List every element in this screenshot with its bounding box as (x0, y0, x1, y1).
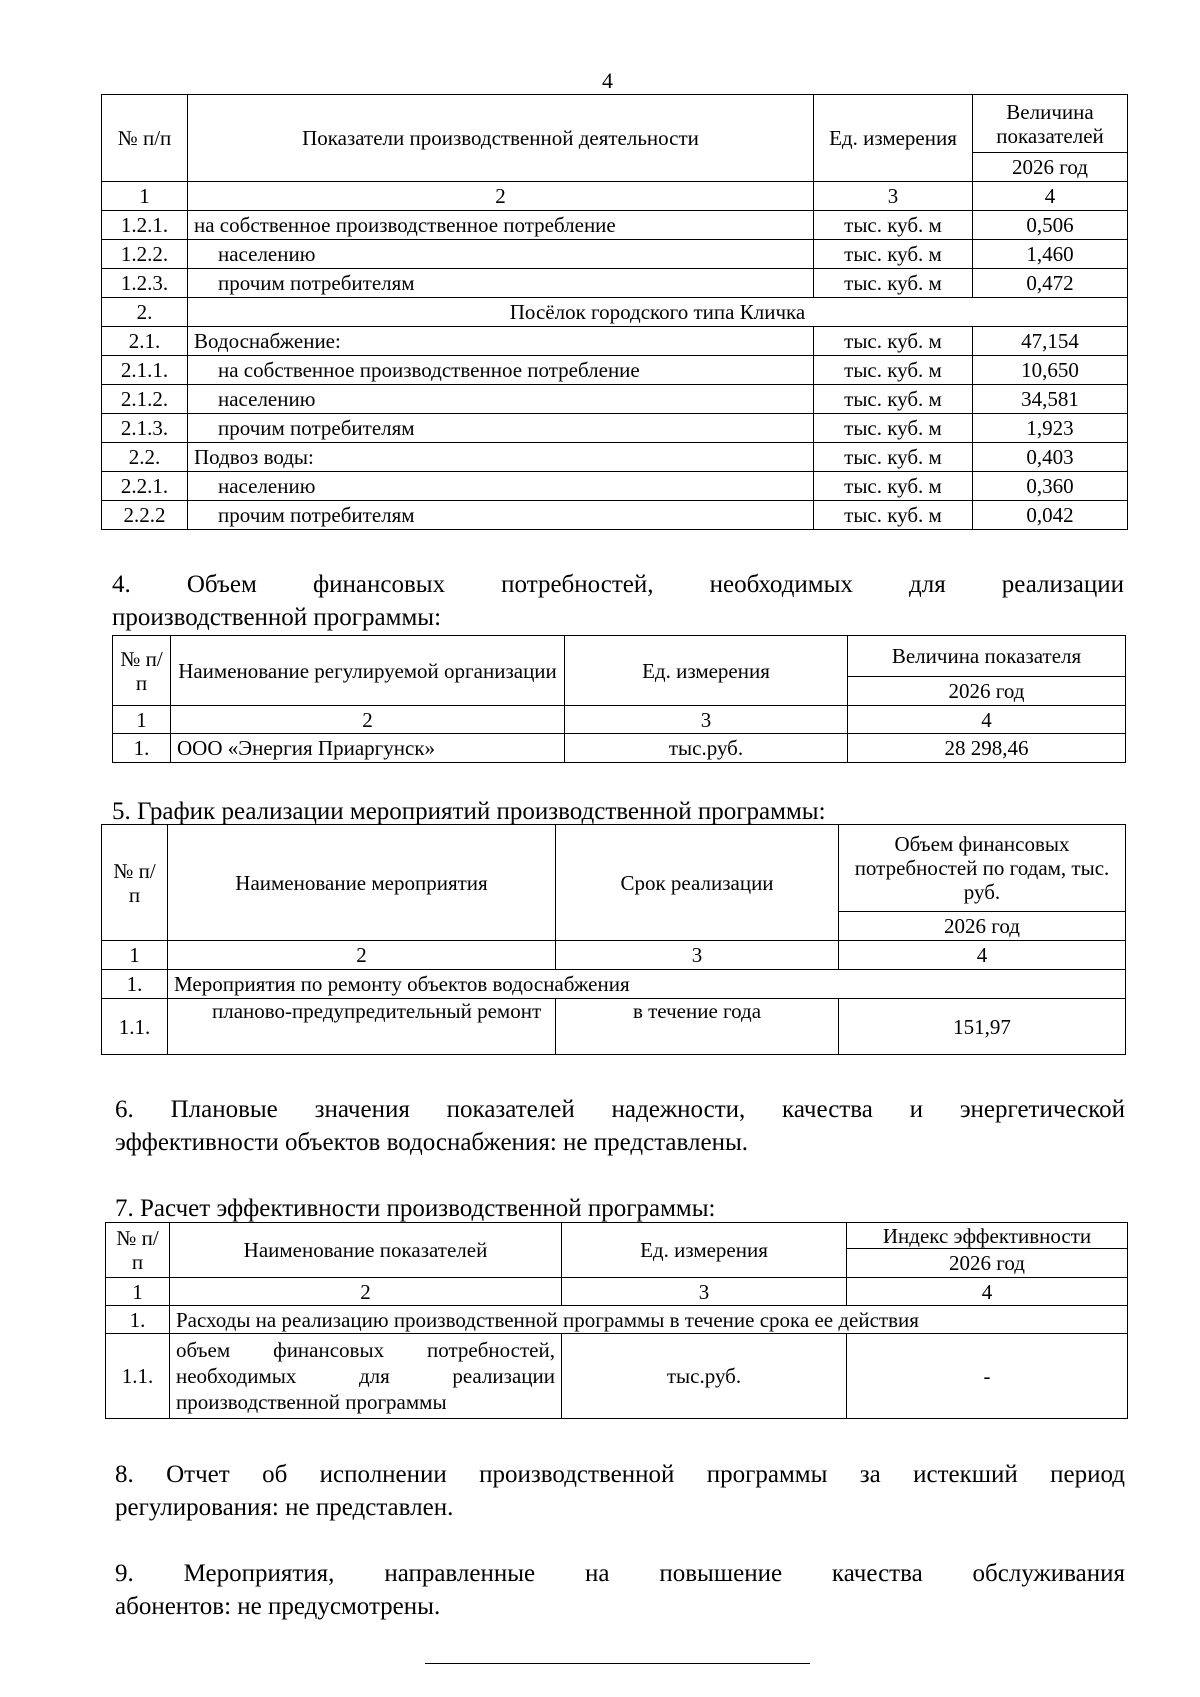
row-value: 1,460 (973, 240, 1128, 269)
row-num: 2.1.3. (102, 414, 188, 443)
header-num: № п/п (102, 825, 168, 941)
section-6-line-1: 6. Плановые значения показателей надежности, качества и энергетической (115, 1096, 1125, 1123)
table-row (102, 443, 1128, 472)
table-row (102, 240, 1128, 269)
row-unit: тыс. куб. м (814, 327, 973, 356)
row-num: 1. (106, 1306, 170, 1334)
row-num: 1. (113, 734, 171, 763)
section-7-heading: 7. Расчет эффективности производственной программы: (115, 1195, 716, 1222)
row-name: Водоснабжение: (188, 327, 814, 356)
row-indicator (170, 1334, 562, 1419)
row-num: 1. (102, 970, 168, 999)
header-value: Величина показателя (848, 636, 1126, 677)
row-value: 151,97 (839, 999, 1126, 1055)
table-row (102, 327, 1128, 356)
row-num: 2.2. (102, 443, 188, 472)
row-num: 1.2.3. (102, 269, 188, 298)
group-name: Мероприятия по ремонту объектов водоснабжения (168, 970, 1126, 999)
table-row (102, 269, 1128, 298)
row-num: 1.1. (102, 999, 168, 1055)
col-number: 1 (106, 1278, 170, 1306)
header-year: 2026 год (848, 677, 1126, 706)
header-indicators: Наименование показателей (170, 1223, 562, 1278)
col-number: 2 (168, 941, 556, 970)
row-unit: тыс. куб. м (814, 443, 973, 472)
header-num: № п/п (106, 1223, 170, 1278)
row-value: 0,472 (973, 269, 1128, 298)
col-number: 4 (839, 941, 1126, 970)
col-number: 2 (188, 182, 814, 211)
row-num: 1.2.1. (102, 211, 188, 240)
row-num: 2.1.1. (102, 356, 188, 385)
section-8-line-2: регулирования: не представлен. (115, 1494, 454, 1521)
header-organization: Наименование регулируемой организации (171, 636, 565, 706)
header-value: Индекс эффективности (847, 1223, 1128, 1249)
row-num: 2. (102, 298, 188, 327)
row-name: населению (188, 385, 814, 414)
row-num: 2.1.2. (102, 385, 188, 414)
section-9-line-1: 9. Мероприятия, направленные на повышение качества обслуживания (115, 1560, 1125, 1587)
row-name: населению (188, 472, 814, 501)
row-value: 0,403 (973, 443, 1128, 472)
row-num: 2.2.2 (102, 501, 188, 530)
row-num: 1.2.2. (102, 240, 188, 269)
table-row (102, 999, 1126, 1055)
financial-needs-table (112, 635, 1126, 763)
col-number: 4 (847, 1278, 1128, 1306)
section-4-heading (112, 568, 1124, 634)
col-number: 2 (171, 706, 565, 734)
row-organization: ООО «Энергия Приаргунск» (171, 734, 565, 763)
section-5-heading: 5. График реализации мероприятий производственной программы: (112, 798, 826, 825)
row-term: в течение года (556, 999, 839, 1055)
row-value: 1,923 (973, 414, 1128, 443)
section-9-text (115, 1557, 1125, 1623)
header-measure: Наименование мероприятия (168, 825, 556, 941)
table-row (102, 501, 1128, 530)
header-year: 2026 год (973, 153, 1128, 182)
production-indicators-table (101, 94, 1128, 530)
row-value: 28 298,46 (848, 734, 1126, 763)
row-name: на собственное производственное потребление (188, 356, 814, 385)
section-4-line-1: 4. Объем финансовых потребностей, необходимых для реализации (112, 571, 1124, 598)
row-value: - (847, 1334, 1128, 1419)
section-6-line-2: эффективности объектов водоснабжения: не представлены. (115, 1129, 748, 1156)
header-term: Срок реализации (556, 825, 839, 941)
header-year: 2026 год (847, 1249, 1128, 1278)
section-8-line-1: 8. Отчет об исполнении производственной программы за истекший период (115, 1461, 1125, 1488)
table-row (102, 298, 1128, 327)
row-value: 0,360 (973, 472, 1128, 501)
row-name: на собственное производственное потребление (188, 211, 814, 240)
row-unit: тыс. куб. м (814, 385, 973, 414)
row-num: 2.1. (102, 327, 188, 356)
row-value: 0,506 (973, 211, 1128, 240)
row-value: 10,650 (973, 356, 1128, 385)
col-number: 2 (170, 1278, 562, 1306)
table-row (113, 734, 1126, 763)
row-unit: тыс. куб. м (814, 472, 973, 501)
page-number: 4 (602, 68, 613, 93)
table-row (102, 970, 1126, 999)
row-value: 47,154 (973, 327, 1128, 356)
row-measure: планово-предупредительный ремонт (168, 999, 556, 1055)
col-number: 3 (556, 941, 839, 970)
col-number: 4 (973, 182, 1128, 211)
row-num: 2.2.1. (102, 472, 188, 501)
header-unit: Ед. измерения (814, 95, 973, 182)
closing-line (425, 1663, 810, 1664)
row-indicator-line-3: производственной программы (176, 1390, 447, 1414)
table-row (102, 472, 1128, 501)
header-num: № п/п (102, 95, 188, 182)
row-unit: тыс. куб. м (814, 501, 973, 530)
table-row (102, 414, 1128, 443)
section-9-line-2: абонентов: не предусмотрены. (115, 1593, 441, 1620)
row-unit: тыс. куб. м (814, 211, 973, 240)
table-row (102, 211, 1128, 240)
col-number: 1 (102, 941, 168, 970)
header-unit: Ед. измерения (565, 636, 848, 706)
col-number: 1 (102, 182, 188, 211)
col-number: 3 (562, 1278, 847, 1306)
header-unit: Ед. измерения (562, 1223, 847, 1278)
section-8-text (115, 1458, 1125, 1524)
header-num: № п/п (113, 636, 171, 706)
row-indicator-line-1: объем финансовых потребностей, (176, 1338, 555, 1362)
row-name: Подвоз воды: (188, 443, 814, 472)
row-unit: тыс.руб. (565, 734, 848, 763)
table-row (102, 385, 1128, 414)
col-number: 1 (113, 706, 171, 734)
header-value: Величина показателей (973, 95, 1128, 153)
row-num: 1.1. (106, 1334, 170, 1419)
row-value: 0,042 (973, 501, 1128, 530)
settlement-name: Посёлок городского типа Кличка (188, 298, 1128, 327)
row-name: прочим потребителям (188, 269, 814, 298)
table-row (106, 1334, 1128, 1419)
row-indicator-line-2: необходимых для реализации (176, 1364, 555, 1388)
row-unit: тыс. куб. м (814, 414, 973, 443)
row-unit: тыс.руб. (562, 1334, 847, 1419)
row-name: населению (188, 240, 814, 269)
section-6-text (115, 1093, 1125, 1159)
schedule-table (101, 824, 1126, 1055)
table-row (102, 356, 1128, 385)
row-unit: тыс. куб. м (814, 356, 973, 385)
col-number: 4 (848, 706, 1126, 734)
section-4-line-2: производственной программы: (112, 604, 442, 631)
header-indicator: Показатели производственной деятельности (188, 95, 814, 182)
col-number: 3 (565, 706, 848, 734)
row-value: 34,581 (973, 385, 1128, 414)
row-unit: тыс. куб. м (814, 269, 973, 298)
row-name: прочим потребителям (188, 501, 814, 530)
header-value: Объем финансовых потребностей по годам, тыс. руб. (839, 825, 1126, 912)
table-row (106, 1306, 1128, 1334)
group-name: Расходы на реализацию производственной программы в течение срока ее действия (170, 1306, 1128, 1334)
header-year: 2026 год (839, 912, 1126, 941)
col-number: 3 (814, 182, 973, 211)
row-unit: тыс. куб. м (814, 240, 973, 269)
row-name: прочим потребителям (188, 414, 814, 443)
efficiency-table (105, 1222, 1128, 1419)
